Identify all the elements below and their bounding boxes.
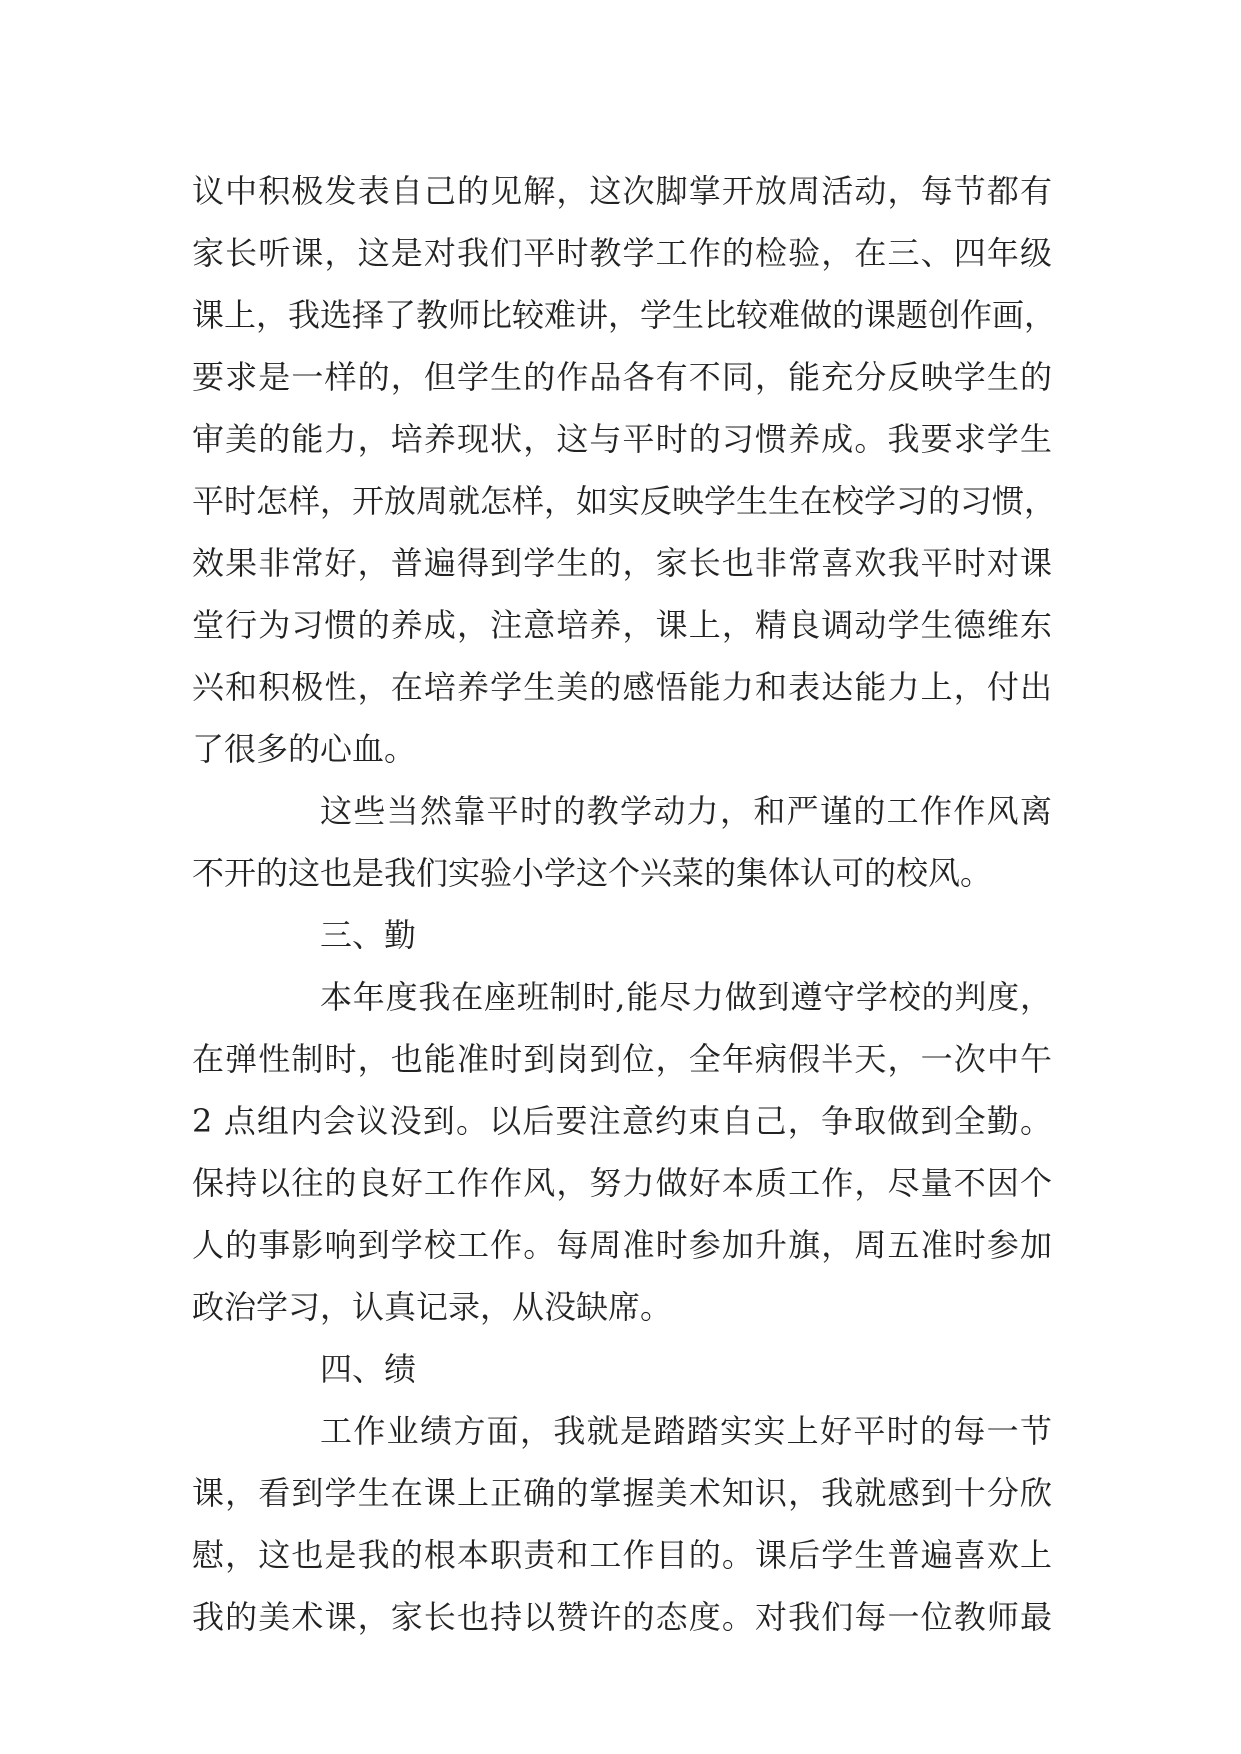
text-line: 保持以往的良好工作作风，努力做好本质工作，尽量不因个 xyxy=(192,1164,1052,1202)
paragraph xyxy=(192,160,1057,780)
text-line: 慰，这也是我的根本职责和工作目的。课后学生普遍喜欢上 xyxy=(192,1536,1052,1574)
text-line: 议中积极发表自己的见解，这次脚掌开放周活动，每节都有 xyxy=(192,172,1052,210)
section-heading xyxy=(192,904,1052,966)
section-heading-text: 四、绩 xyxy=(320,1350,417,1388)
text-line: 家长听课，这是对我们平时教学工作的检验，在三、四年级 xyxy=(192,234,1052,272)
text-line: 在弹性制时，也能准时到岗到位，全年病假半天，一次中午 xyxy=(192,1040,1052,1078)
text-line: 堂行为习惯的养成，注意培养，课上，精良调动学生德维东 xyxy=(192,606,1052,644)
text-line: 这些当然靠平时的教学动力，和严谨的工作作风离 xyxy=(320,792,1052,830)
text-line: 政治学习，认真记录，从没缺席。 xyxy=(192,1288,673,1326)
document-page xyxy=(192,160,1057,1648)
text-line: 平时怎样，开放周就怎样，如实反映学生生在校学习的习惯， xyxy=(192,482,1057,520)
paragraph xyxy=(192,966,1052,1338)
text-line: 我的美术课，家长也持以赞许的态度。对我们每一位教师最 xyxy=(192,1598,1052,1636)
text-line: 兴和积极性，在培养学生美的感悟能力和表达能力上，付出 xyxy=(192,668,1052,706)
text-line: 了很多的心血。 xyxy=(192,730,417,768)
paragraph xyxy=(192,780,1052,904)
text-line: 人的事影响到学校工作。每周准时参加升旗，周五准时参加 xyxy=(192,1226,1052,1264)
text-line: 课，看到学生在课上正确的掌握美术知识，我就感到十分欣 xyxy=(192,1474,1052,1512)
text-line: 不开的这也是我们实验小学这个兴菜的集体认可的校风。 xyxy=(192,854,993,892)
text-line: 工作业绩方面，我就是踏踏实实上好平时的每一节 xyxy=(320,1412,1052,1450)
section-heading-text: 三、勤 xyxy=(320,916,417,954)
text-line: 2 点组内会议没到。以后要注意约束自己，争取做到全勤。 xyxy=(192,1102,1052,1140)
text-line: 课上，我选择了教师比较难讲，学生比较难做的课题创作画， xyxy=(192,296,1057,334)
text-line: 本年度我在座班制时,能尽力做到遵守学校的判度， xyxy=(320,978,1052,1016)
paragraph xyxy=(192,1400,1052,1648)
text-line: 要求是一样的，但学生的作品各有不同，能充分反映学生的 xyxy=(192,358,1052,396)
text-line: 效果非常好，普遍得到学生的，家长也非常喜欢我平时对课 xyxy=(192,544,1052,582)
section-heading xyxy=(192,1338,1052,1400)
text-line: 审美的能力，培养现状，这与平时的习惯养成。我要求学生 xyxy=(192,420,1052,458)
